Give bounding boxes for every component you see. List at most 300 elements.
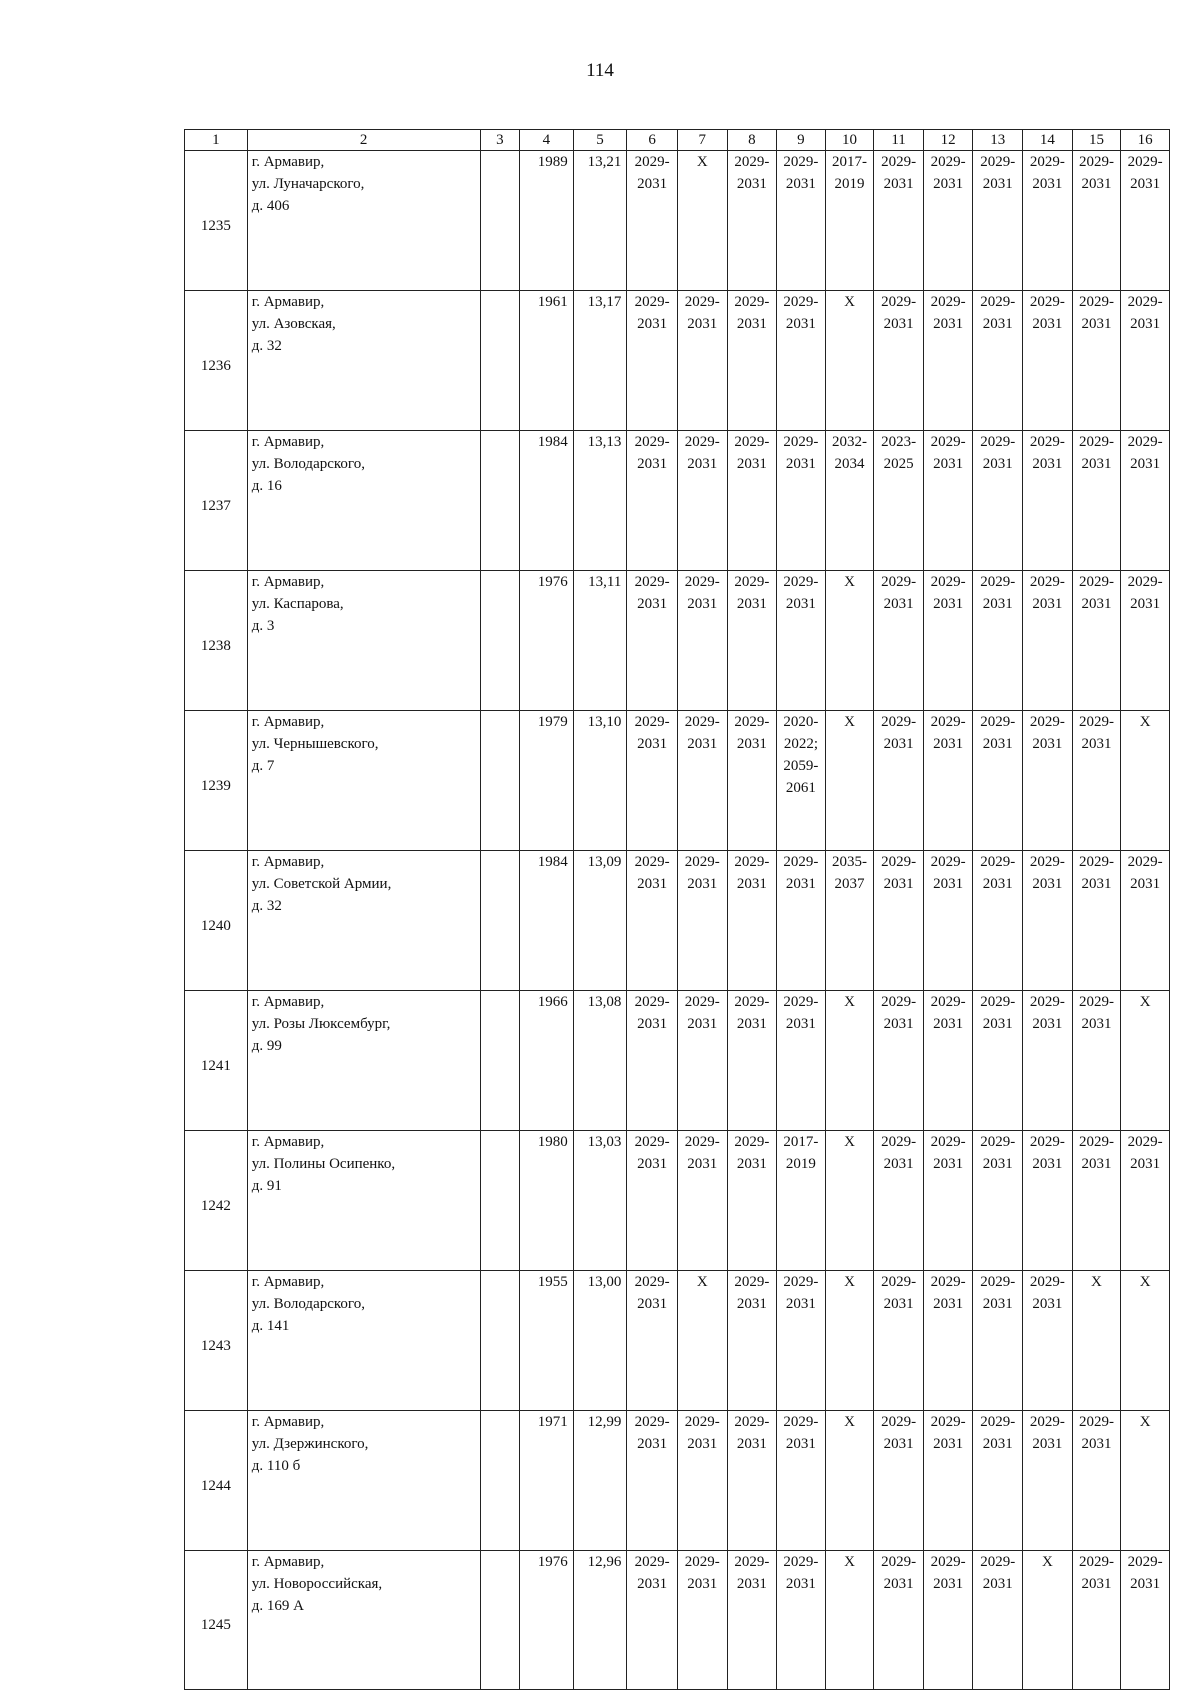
period-cell-col-13: [973, 711, 1023, 851]
period-line: 2031: [687, 316, 718, 332]
period-line: 2031: [1081, 316, 1112, 332]
period-cell-col-6: [627, 991, 678, 1131]
period-line: 2029-: [980, 994, 1016, 1010]
value-cell: 12,99: [573, 1411, 627, 1551]
period-line: 2029-: [684, 994, 720, 1010]
period-line: 2029-: [634, 1134, 670, 1150]
period-cell-col-10: [825, 431, 874, 571]
column-3-cell: [480, 711, 519, 851]
address-line: ул. Володарского,: [251, 1296, 365, 1312]
period-line: 2029-: [634, 434, 670, 450]
column-3-cell: [480, 1131, 519, 1271]
period-cell-col-7: [677, 571, 727, 711]
address-cell: [247, 571, 480, 711]
period-line: 2031: [736, 1296, 767, 1312]
column-header-12: 12: [923, 130, 973, 151]
period-line: 2031: [785, 456, 816, 472]
year-cell: 1976: [520, 1551, 574, 1690]
period-line: 2031: [736, 736, 767, 752]
period-cell-col-8: [727, 1271, 777, 1411]
address-line: г. Армавир,: [251, 854, 325, 870]
address-line: г. Армавир,: [251, 714, 325, 730]
period-line: X: [1041, 1554, 1053, 1570]
period-line: 2031: [736, 1156, 767, 1172]
period-line: 2031: [785, 1436, 816, 1452]
period-line: 2029-: [980, 434, 1016, 450]
period-line: 2029-: [783, 1554, 819, 1570]
period-cell-col-8: [727, 1131, 777, 1271]
period-line: 2029-: [783, 434, 819, 450]
period-line: 2031: [982, 736, 1013, 752]
period-line: 2029-: [1029, 434, 1065, 450]
value-cell: 13,08: [573, 991, 627, 1131]
address-cell: [247, 851, 480, 991]
address-line: г. Армавир,: [251, 1414, 325, 1430]
period-cell-col-6: [627, 851, 678, 991]
period-line: 2029-: [980, 854, 1016, 870]
column-header-14: 14: [1023, 130, 1073, 151]
period-line: 2029-: [881, 994, 917, 1010]
period-line: 2029-: [734, 714, 770, 730]
period-cell-col-14: [1023, 1271, 1073, 1411]
period-line: 2029-: [783, 854, 819, 870]
period-line: 2031: [1032, 456, 1063, 472]
period-line: 2031: [883, 1016, 914, 1032]
period-line: 2029-: [881, 854, 917, 870]
period-cell-col-6: [627, 151, 678, 291]
period-line: 2061: [785, 780, 816, 796]
period-line: 2031: [1130, 1576, 1161, 1592]
period-line: 2029-: [684, 294, 720, 310]
period-cell-col-9: [777, 991, 826, 1131]
address-line: д. 99: [251, 1038, 282, 1054]
period-line: 2031: [883, 1156, 914, 1172]
period-cell-col-7: [677, 1551, 727, 1690]
year-cell: 1979: [520, 711, 574, 851]
period-line: 2029-: [634, 714, 670, 730]
period-line: 2031: [736, 1016, 767, 1032]
period-line: 2031: [1081, 736, 1112, 752]
period-cell-col-11: [874, 571, 924, 711]
column-3-cell: [480, 1411, 519, 1551]
row-number: 1242: [185, 1131, 248, 1271]
address-line: г. Армавир,: [251, 994, 325, 1010]
period-line: 2031: [687, 596, 718, 612]
period-cell-col-14: [1023, 851, 1073, 991]
period-line: 2029-: [930, 1274, 966, 1290]
period-line: 2031: [785, 316, 816, 332]
period-line: 2031: [1032, 596, 1063, 612]
value-cell: 13,00: [573, 1271, 627, 1411]
period-line: 2029-: [734, 1134, 770, 1150]
period-cell-col-16: [1121, 1271, 1170, 1411]
period-line: 2029-: [634, 854, 670, 870]
period-line: 2031: [736, 1436, 767, 1452]
period-line: X: [844, 1134, 855, 1150]
table-row: [185, 1131, 1170, 1271]
period-cell-col-12: [923, 991, 973, 1131]
period-cell-col-12: [923, 1271, 973, 1411]
table-row: [185, 1411, 1170, 1551]
period-line: 2029-: [783, 574, 819, 590]
period-line: 2031: [637, 1576, 668, 1592]
period-line: 2029-: [734, 854, 770, 870]
period-cell-col-7: [677, 1411, 727, 1551]
period-cell-col-12: [923, 151, 973, 291]
period-cell-col-13: [973, 1411, 1023, 1551]
period-line: 2029-: [783, 294, 819, 310]
period-cell-col-15: [1072, 1131, 1121, 1271]
period-line: 2031: [637, 176, 668, 192]
row-number: 1241: [185, 991, 248, 1131]
period-line: X: [1091, 1274, 1102, 1290]
period-line: 2029-: [783, 994, 819, 1010]
address-cell: [247, 431, 480, 571]
period-line: 2029-: [1029, 1274, 1065, 1290]
period-line: 2031: [883, 1576, 914, 1592]
address-line: ул. Луначарского,: [251, 176, 365, 192]
period-cell-col-15: [1072, 431, 1121, 571]
period-line: 2031: [883, 736, 914, 752]
period-line: 2031: [637, 316, 668, 332]
column-header-16: 16: [1121, 130, 1170, 151]
address-line: ул. Новороссийская,: [251, 1576, 383, 1592]
period-line: 2031: [1081, 1156, 1112, 1172]
period-line: X: [844, 1554, 855, 1570]
period-cell-col-13: [973, 1271, 1023, 1411]
year-cell: 1984: [520, 431, 574, 571]
period-line: 2031: [785, 1296, 816, 1312]
year-cell: 1980: [520, 1131, 574, 1271]
address-line: ул. Советской Армии,: [251, 876, 392, 892]
address-cell: [247, 1551, 480, 1690]
value-cell: 13,17: [573, 291, 627, 431]
period-line: 2029-: [930, 154, 966, 170]
column-3-cell: [480, 1551, 519, 1690]
period-cell-col-9: [777, 431, 826, 571]
period-line: 2031: [637, 596, 668, 612]
period-line: X: [844, 714, 855, 730]
column-header-15: 15: [1072, 130, 1121, 151]
period-cell-col-11: [874, 851, 924, 991]
period-line: 2031: [933, 1436, 964, 1452]
address-line: д. 32: [251, 338, 282, 354]
year-cell: 1976: [520, 571, 574, 711]
period-cell-col-16: [1121, 571, 1170, 711]
period-line: 2031: [982, 176, 1013, 192]
period-line: 2029-: [930, 1134, 966, 1150]
table-body: [185, 130, 1170, 1690]
column-header-5: 5: [573, 130, 627, 151]
period-cell-col-14: [1023, 991, 1073, 1131]
address-line: г. Армавир,: [251, 434, 325, 450]
period-cell-col-7: [677, 151, 727, 291]
period-line: 2029-: [1029, 1414, 1065, 1430]
address-cell: [247, 151, 480, 291]
period-line: 2029-: [684, 854, 720, 870]
page-number: 114: [586, 60, 614, 81]
period-line: 2031: [736, 1576, 767, 1592]
period-cell-col-11: [874, 1131, 924, 1271]
column-3-cell: [480, 1271, 519, 1411]
address-cell: [247, 291, 480, 431]
period-line: 2031: [736, 316, 767, 332]
period-line: 2029-: [1127, 854, 1163, 870]
column-header-11: 11: [874, 130, 924, 151]
period-line: 2029-: [734, 1554, 770, 1570]
period-cell-col-11: [874, 291, 924, 431]
period-cell-col-11: [874, 711, 924, 851]
address-line: д. 16: [251, 478, 282, 494]
period-line: 2029-: [734, 154, 770, 170]
period-cell-col-11: [874, 991, 924, 1131]
period-line: 2029-: [634, 574, 670, 590]
period-line: 2031: [637, 1016, 668, 1032]
period-line: 2031: [1081, 876, 1112, 892]
period-line: 2031: [933, 1016, 964, 1032]
period-cell-col-14: [1023, 711, 1073, 851]
period-line: 2029-: [684, 1554, 720, 1570]
period-cell-col-10: [825, 1551, 874, 1690]
year-cell: 1961: [520, 291, 574, 431]
period-line: 2031: [1130, 1156, 1161, 1172]
address-line: г. Армавир,: [251, 574, 325, 590]
period-line: 2031: [982, 876, 1013, 892]
column-3-cell: [480, 571, 519, 711]
period-line: 2029-: [734, 1274, 770, 1290]
period-line: 2029-: [980, 1274, 1016, 1290]
period-cell-col-15: [1072, 991, 1121, 1131]
period-cell-col-10: [825, 1271, 874, 1411]
period-line: 2031: [1032, 316, 1063, 332]
period-line: X: [844, 994, 855, 1010]
column-3-cell: [480, 991, 519, 1131]
period-line: 2031: [883, 596, 914, 612]
address-line: г. Армавир,: [251, 1554, 325, 1570]
period-cell-col-9: [777, 291, 826, 431]
period-line: 2017-: [831, 154, 867, 170]
row-number: 1240: [185, 851, 248, 991]
period-cell-col-12: [923, 431, 973, 571]
period-cell-col-16: [1121, 991, 1170, 1131]
period-line: 2032-: [831, 434, 867, 450]
period-cell-col-11: [874, 1551, 924, 1690]
period-cell-col-14: [1023, 1551, 1073, 1690]
period-cell-col-6: [627, 1131, 678, 1271]
period-line: 2031: [785, 1016, 816, 1032]
column-3-cell: [480, 291, 519, 431]
period-line: 2029-: [1078, 154, 1114, 170]
period-line: 2029-: [930, 574, 966, 590]
period-cell-col-14: [1023, 151, 1073, 291]
period-cell-col-8: [727, 151, 777, 291]
period-line: 2029-: [930, 854, 966, 870]
period-line: 2031: [933, 1156, 964, 1172]
period-cell-col-16: [1121, 1551, 1170, 1690]
address-line: д. 141: [251, 1318, 290, 1334]
period-line: 2017-: [783, 1134, 819, 1150]
period-line: 2029-: [1029, 574, 1065, 590]
period-cell-col-16: [1121, 151, 1170, 291]
period-line: 2031: [687, 1156, 718, 1172]
period-line: 2023-: [881, 434, 917, 450]
period-line: 2037: [834, 876, 865, 892]
period-line: 2031: [1032, 176, 1063, 192]
period-cell-col-16: [1121, 711, 1170, 851]
period-line: 2029-: [1078, 1554, 1114, 1570]
period-cell-col-16: [1121, 1411, 1170, 1551]
period-line: 2022;: [783, 736, 818, 752]
period-line: 2029-: [930, 994, 966, 1010]
period-line: 2029-: [734, 434, 770, 450]
period-cell-col-14: [1023, 291, 1073, 431]
period-cell-col-13: [973, 291, 1023, 431]
column-3-cell: [480, 151, 519, 291]
period-line: 2029-: [1078, 294, 1114, 310]
period-cell-col-8: [727, 991, 777, 1131]
period-line: 2031: [933, 876, 964, 892]
address-line: г. Армавир,: [251, 1274, 325, 1290]
period-line: 2029-: [881, 714, 917, 730]
period-line: 2029-: [881, 1274, 917, 1290]
period-line: 2029-: [634, 154, 670, 170]
year-cell: 1989: [520, 151, 574, 291]
period-line: 2029-: [980, 714, 1016, 730]
period-cell-col-12: [923, 1131, 973, 1271]
period-cell-col-15: [1072, 571, 1121, 711]
period-cell-col-6: [627, 431, 678, 571]
period-line: 2029-: [734, 574, 770, 590]
period-cell-col-16: [1121, 1131, 1170, 1271]
address-cell: [247, 991, 480, 1131]
value-cell: 13,10: [573, 711, 627, 851]
period-line: 2029-: [684, 1134, 720, 1150]
period-cell-col-15: [1072, 1271, 1121, 1411]
period-cell-col-15: [1072, 1411, 1121, 1551]
period-line: 2029-: [783, 1274, 819, 1290]
period-cell-col-8: [727, 711, 777, 851]
period-line: 2031: [687, 1576, 718, 1592]
period-line: 2029-: [1029, 854, 1065, 870]
address-line: д. 32: [251, 898, 282, 914]
period-cell-col-10: [825, 991, 874, 1131]
period-line: X: [844, 574, 855, 590]
period-line: X: [696, 1274, 708, 1290]
period-line: 2031: [687, 456, 718, 472]
period-line: 2031: [736, 596, 767, 612]
period-cell-col-7: [677, 291, 727, 431]
period-cell-col-14: [1023, 571, 1073, 711]
row-number: 1238: [185, 571, 248, 711]
period-line: 2029-: [1029, 994, 1065, 1010]
period-line: 2029-: [881, 574, 917, 590]
period-line: 2031: [883, 1296, 914, 1312]
table-row: [185, 431, 1170, 571]
period-line: 2029-: [684, 714, 720, 730]
period-line: 2031: [1081, 596, 1112, 612]
table-row: [185, 711, 1170, 851]
value-cell: 12,96: [573, 1551, 627, 1690]
period-cell-col-10: [825, 1411, 874, 1551]
column-3-cell: [480, 851, 519, 991]
period-line: 2031: [883, 1436, 914, 1452]
period-line: 2031: [1130, 596, 1161, 612]
table-row: [185, 1271, 1170, 1411]
period-line: 2029-: [1029, 714, 1065, 730]
period-line: 2029-: [881, 1554, 917, 1570]
period-line: 2029-: [1127, 574, 1163, 590]
address-cell: [247, 1271, 480, 1411]
period-line: 2031: [785, 876, 816, 892]
period-line: 2059-: [783, 758, 819, 774]
period-line: X: [1139, 1414, 1151, 1430]
period-line: 2031: [883, 176, 914, 192]
period-line: 2031: [933, 316, 964, 332]
period-line: 2029-: [634, 1414, 670, 1430]
period-line: 2031: [982, 596, 1013, 612]
period-line: 2031: [933, 596, 964, 612]
table-row: [185, 571, 1170, 711]
period-line: 2031: [883, 316, 914, 332]
period-line: 2031: [1081, 1576, 1112, 1592]
period-line: 2031: [1032, 876, 1063, 892]
period-line: 2029-: [980, 1414, 1016, 1430]
period-line: 2031: [637, 876, 668, 892]
period-cell-col-13: [973, 1551, 1023, 1690]
period-cell-col-10: [825, 291, 874, 431]
column-header-8: 8: [727, 130, 777, 151]
period-line: 2031: [637, 1296, 668, 1312]
period-line: 2031: [1032, 1296, 1063, 1312]
period-line: X: [844, 1274, 855, 1290]
period-cell-col-9: [777, 711, 826, 851]
period-line: 2031: [736, 456, 767, 472]
period-cell-col-13: [973, 571, 1023, 711]
period-cell-col-13: [973, 851, 1023, 991]
period-line: 2029-: [783, 1414, 819, 1430]
period-line: 2029-: [1078, 994, 1114, 1010]
period-cell-col-16: [1121, 291, 1170, 431]
period-cell-col-15: [1072, 711, 1121, 851]
period-cell-col-11: [874, 1411, 924, 1551]
period-cell-col-8: [727, 851, 777, 991]
table-row: [185, 991, 1170, 1131]
header-row: [185, 130, 1170, 151]
period-line: 2029-: [634, 294, 670, 310]
address-line: д. 91: [251, 1178, 282, 1194]
period-line: 2029-: [1078, 854, 1114, 870]
period-cell-col-9: [777, 1131, 826, 1271]
period-line: 2031: [1081, 456, 1112, 472]
value-cell: 13,09: [573, 851, 627, 991]
period-line: 2031: [982, 316, 1013, 332]
column-header-10: 10: [825, 130, 874, 151]
period-line: 2029-: [980, 294, 1016, 310]
period-line: 2029-: [684, 434, 720, 450]
period-line: 2029-: [1078, 1134, 1114, 1150]
period-cell-col-7: [677, 711, 727, 851]
period-line: 2029-: [1127, 1134, 1163, 1150]
period-line: 2029-: [980, 1134, 1016, 1150]
period-line: 2029-: [1029, 1134, 1065, 1150]
period-line: 2029-: [980, 1554, 1016, 1570]
period-cell-col-15: [1072, 1551, 1121, 1690]
year-cell: 1984: [520, 851, 574, 991]
row-number: 1245: [185, 1551, 248, 1690]
period-cell-col-9: [777, 1411, 826, 1551]
period-cell-col-12: [923, 1551, 973, 1690]
period-cell-col-11: [874, 1271, 924, 1411]
